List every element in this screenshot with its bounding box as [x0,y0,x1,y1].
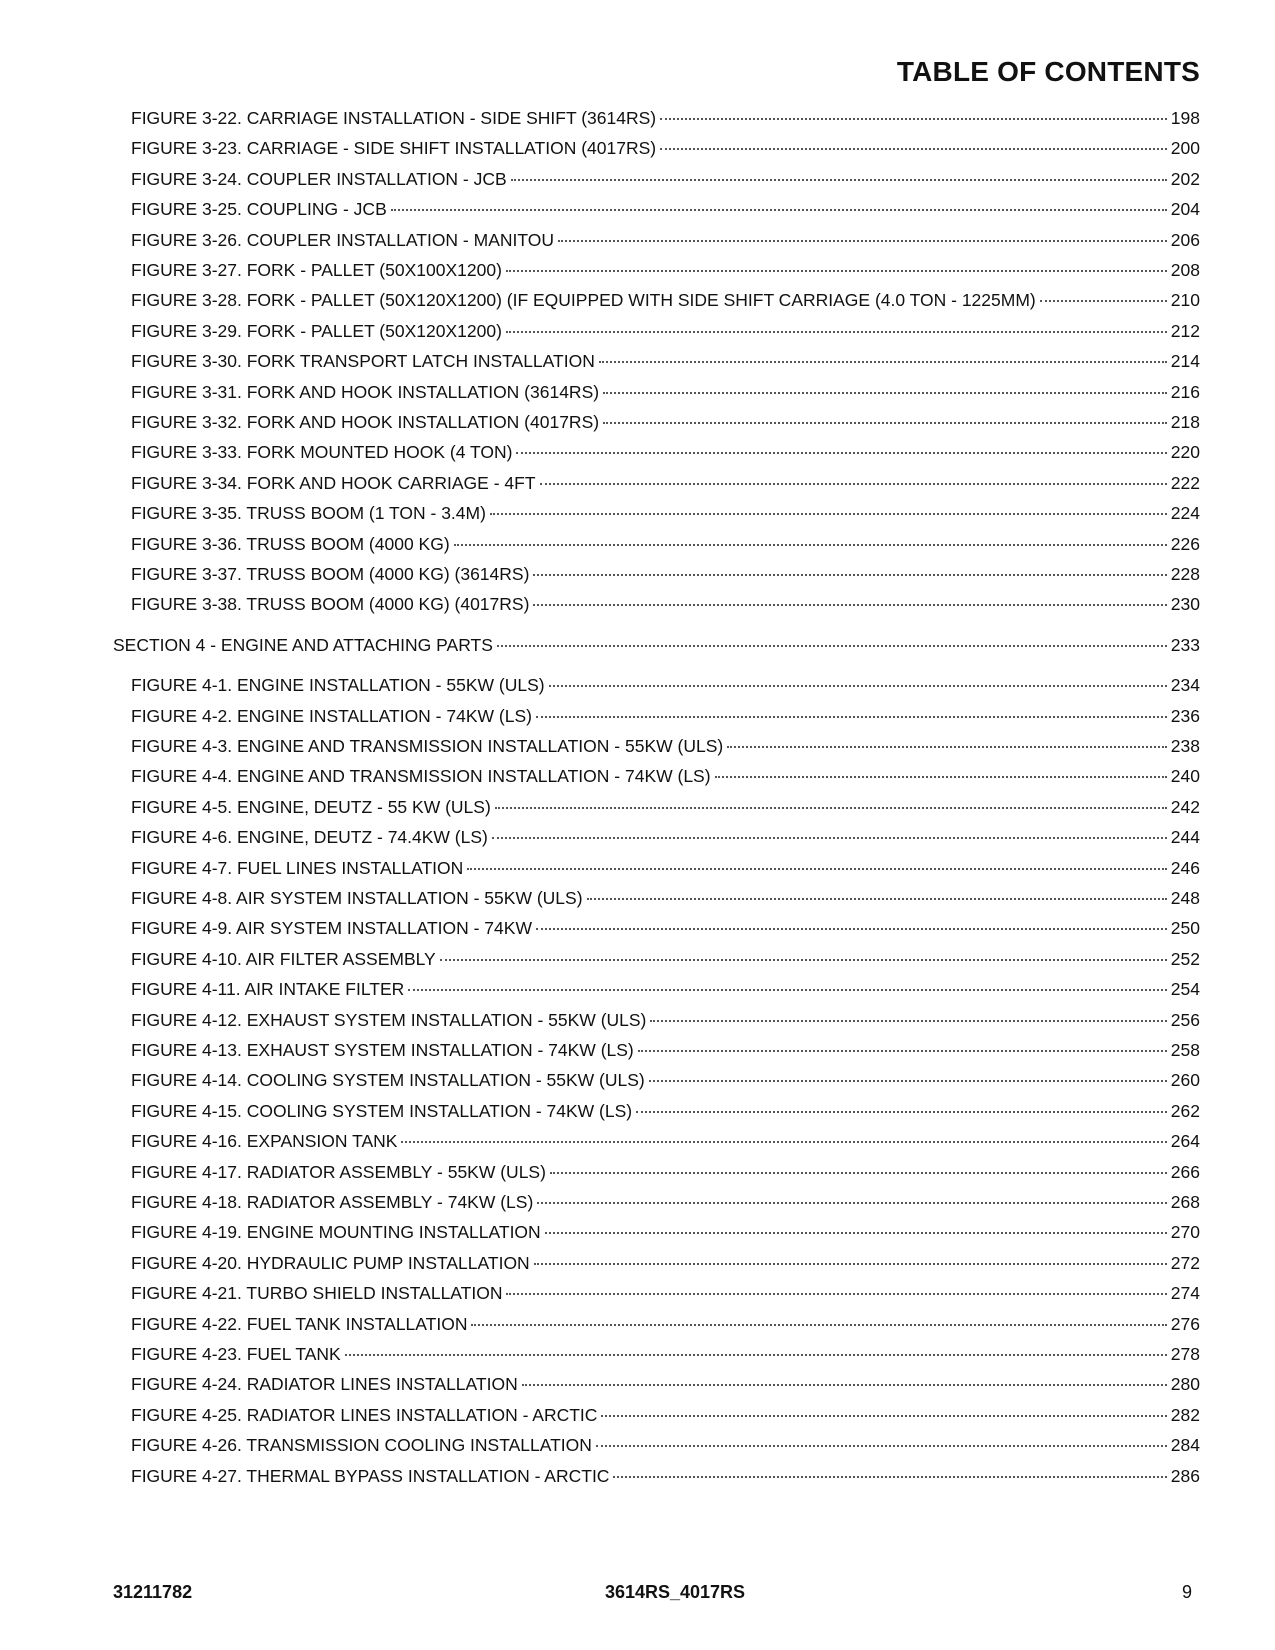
toc-entry-page: 242 [1170,797,1200,817]
toc-entry-page: 240 [1170,766,1200,786]
toc-entry-title: FIGURE 3-22. CARRIAGE INSTALLATION - SIDE SHIFT (3614RS) [131,108,657,128]
toc-entry-title: FIGURE 4-23. FUEL TANK [131,1344,341,1364]
toc-entry-page: 206 [1170,230,1200,250]
dot-leader [587,897,1167,900]
dot-leader [660,147,1167,150]
toc-figure-entry[interactable] [131,704,1200,728]
dot-leader [522,1383,1167,1386]
toc-figure-entry[interactable] [131,1251,1200,1275]
toc-figure-entry[interactable] [131,410,1200,434]
toc-figure-entry[interactable] [131,673,1200,697]
toc-entry-page: 208 [1170,260,1200,280]
toc-figure-entry[interactable] [131,916,1200,940]
toc-entry-page: 252 [1170,949,1200,969]
dot-leader [506,269,1167,272]
dot-leader [603,421,1167,424]
dot-leader [545,1231,1167,1234]
toc-entry-title: FIGURE 3-28. FORK - PALLET (50X120X1200) (IF EQUIPPED WITH SIDE SHIFT CARRIAGE (4.0 TON - 1225MM) [131,290,1036,310]
toc-entry-title: FIGURE 3-33. FORK MOUNTED HOOK (4 TON) [131,442,513,462]
toc-figure-entry[interactable] [131,1342,1200,1366]
toc-entry-page: 222 [1170,473,1200,493]
dot-leader [490,512,1167,515]
toc-entry-page: 272 [1170,1253,1200,1273]
toc-entry-page: 214 [1170,351,1200,371]
dot-leader [727,745,1167,748]
dot-leader [596,1444,1167,1447]
toc-entry-title: FIGURE 4-27. THERMAL BYPASS INSTALLATION - ARCTIC [131,1466,610,1486]
toc-figure-entry[interactable] [131,947,1200,971]
toc-entry-page: 233 [1170,635,1200,655]
toc-figure-entry[interactable] [131,167,1200,191]
toc-entry-page: 200 [1170,138,1200,158]
toc-entry-title: FIGURE 3-34. FORK AND HOOK CARRIAGE - 4FT [131,473,536,493]
toc-figure-entry[interactable] [131,1464,1200,1488]
toc-entry-title: FIGURE 4-12. EXHAUST SYSTEM INSTALLATION - 55KW (ULS) [131,1010,647,1030]
toc-figure-entry[interactable] [131,764,1200,788]
dot-leader [601,1414,1166,1417]
dot-leader [506,330,1167,333]
dot-leader [540,482,1167,485]
toc-entry-title: FIGURE 3-29. FORK - PALLET (50X120X1200) [131,321,502,341]
toc-entry-title: FIGURE 4-8. AIR SYSTEM INSTALLATION - 55KW (ULS) [131,888,583,908]
toc-entry-title: FIGURE 4-20. HYDRAULIC PUMP INSTALLATION [131,1253,530,1273]
dot-leader [715,775,1167,778]
toc-entry-page: 230 [1170,594,1200,614]
toc-entry-page: 284 [1170,1435,1200,1455]
dot-leader [636,1110,1167,1113]
toc-entry-page: 278 [1170,1344,1200,1364]
dot-leader [536,927,1167,930]
dot-leader [660,117,1167,120]
dot-leader [497,644,1167,647]
toc-entry-page: 218 [1170,412,1200,432]
toc-entry-title: FIGURE 4-13. EXHAUST SYSTEM INSTALLATION - 74KW (LS) [131,1040,634,1060]
toc-figure-entry[interactable] [131,1129,1200,1153]
toc-entry-title: FIGURE 4-19. ENGINE MOUNTING INSTALLATION [131,1222,541,1242]
toc-figure-entry[interactable] [131,106,1200,130]
toc-figure-entry[interactable] [131,532,1200,556]
toc-entry-title: FIGURE 3-30. FORK TRANSPORT LATCH INSTALLATION [131,351,595,371]
toc-figure-entry[interactable] [131,380,1200,404]
toc-figure-entry[interactable] [131,258,1200,282]
toc-entry-title: FIGURE 4-22. FUEL TANK INSTALLATION [131,1314,468,1334]
toc-entry-page: 212 [1170,321,1200,341]
dot-leader [506,1292,1166,1295]
toc-entry-page: 250 [1170,918,1200,938]
page-number: 9 [1181,1582,1192,1602]
toc-figure-entry[interactable] [131,977,1200,1001]
toc-entry-page: 238 [1170,736,1200,756]
dot-leader [492,836,1167,839]
toc-entry-page: 270 [1170,1222,1200,1242]
dot-leader [649,1079,1167,1082]
toc-entry-title: FIGURE 4-11. AIR INTAKE FILTER [131,979,405,999]
dot-leader [550,1171,1167,1174]
toc-figure-entry[interactable] [131,592,1200,616]
dot-leader [471,1323,1166,1326]
toc-figure-entry[interactable] [131,349,1200,373]
toc-entry-page: 236 [1170,706,1200,726]
dot-leader [533,603,1166,606]
dot-leader [454,543,1167,546]
toc-entry-page: 210 [1170,290,1200,310]
toc-entry-title: FIGURE 3-35. TRUSS BOOM (1 TON - 3.4M) [131,503,486,523]
toc-entry-page: 204 [1170,199,1200,219]
toc-figure-entry[interactable] [131,1099,1200,1123]
toc-figure-entry[interactable] [131,825,1200,849]
toc-entry-page: 244 [1170,827,1200,847]
toc-entry-title: FIGURE 4-24. RADIATOR LINES INSTALLATION [131,1374,518,1394]
dot-leader [440,958,1167,961]
toc-entry-page: 274 [1170,1283,1200,1303]
dot-leader [599,360,1167,363]
toc-figure-entry[interactable] [131,471,1200,495]
page-title: TABLE OF CONTENTS [896,56,1200,87]
toc-entry-page: 224 [1170,503,1200,523]
toc-entry-title: FIGURE 4-14. COOLING SYSTEM INSTALLATION - 55KW (ULS) [131,1070,645,1090]
toc-entry-title: FIGURE 4-3. ENGINE AND TRANSMISSION INSTALLATION - 55KW (ULS) [131,736,724,756]
dot-leader [549,684,1167,687]
dot-leader [516,451,1166,454]
toc-entry-title: FIGURE 3-23. CARRIAGE - SIDE SHIFT INSTALLATION (4017RS) [131,138,657,158]
toc-entry-title: FIGURE 4-9. AIR SYSTEM INSTALLATION - 74KW [131,918,532,938]
dot-leader [603,391,1167,394]
toc-figure-entry[interactable] [131,440,1200,464]
dot-leader [495,806,1167,809]
toc-figure-entry[interactable] [131,1281,1200,1305]
toc-figure-entry[interactable] [131,562,1200,586]
toc-entry-page: 260 [1170,1070,1200,1090]
toc-entry-title: SECTION 4 - ENGINE AND ATTACHING PARTS [113,635,493,655]
toc-entry-page: 198 [1170,108,1200,128]
toc-figure-entry[interactable] [131,1190,1200,1214]
toc-entry-page: 234 [1170,675,1200,695]
toc-figure-entry[interactable] [131,1038,1200,1062]
dot-leader [613,1475,1166,1478]
toc-entry-title: FIGURE 4-17. RADIATOR ASSEMBLY - 55KW (ULS) [131,1162,546,1182]
toc-figure-entry[interactable] [131,1220,1200,1244]
toc-figure-entry[interactable] [131,886,1200,910]
toc-entry-page: 228 [1170,564,1200,584]
toc-entry-page: 216 [1170,382,1200,402]
dot-leader [511,178,1167,181]
dot-leader [558,239,1167,242]
toc-figure-entry[interactable] [131,197,1200,221]
toc-entry-title: FIGURE 4-18. RADIATOR ASSEMBLY - 74KW (LS) [131,1192,534,1212]
toc-entry-title: FIGURE 4-26. TRANSMISSION COOLING INSTALLATION [131,1435,592,1455]
dot-leader [408,988,1167,991]
dot-leader [401,1140,1166,1143]
toc-figure-entry[interactable] [131,795,1200,819]
toc-entry-title: FIGURE 3-24. COUPLER INSTALLATION - JCB [131,169,507,189]
toc-figure-entry[interactable] [131,319,1200,343]
toc-entry-title: FIGURE 4-16. EXPANSION TANK [131,1131,398,1151]
toc-entry-page: 246 [1170,858,1200,878]
toc-figure-entry[interactable] [131,288,1200,312]
toc-entry-page: 266 [1170,1162,1200,1182]
toc-entry-title: FIGURE 4-25. RADIATOR LINES INSTALLATION - ARCTIC [131,1405,598,1425]
toc-entry-title: FIGURE 4-21. TURBO SHIELD INSTALLATION [131,1283,503,1303]
toc-entry-title: FIGURE 4-4. ENGINE AND TRANSMISSION INSTALLATION - 74KW (LS) [131,766,711,786]
dot-leader [391,208,1167,211]
toc-figure-entry[interactable] [131,734,1200,758]
toc-figure-entry[interactable] [131,1008,1200,1032]
toc-entry-title: FIGURE 3-32. FORK AND HOOK INSTALLATION (4017RS) [131,412,600,432]
toc-figure-entry[interactable] [131,228,1200,252]
toc-entry-title: FIGURE 3-37. TRUSS BOOM (4000 KG) (3614RS) [131,564,530,584]
dot-leader [1040,299,1167,302]
toc-entry-page: 282 [1170,1405,1200,1425]
toc-figure-entry[interactable] [131,1433,1200,1457]
toc-entry-page: 220 [1170,442,1200,462]
toc-entry-title: FIGURE 3-31. FORK AND HOOK INSTALLATION (3614RS) [131,382,600,402]
toc-entry-title: FIGURE 4-7. FUEL LINES INSTALLATION [131,858,464,878]
toc-entry-title: FIGURE 3-27. FORK - PALLET (50X100X1200) [131,260,502,280]
toc-figure-entry[interactable] [131,856,1200,880]
toc-entry-page: 202 [1170,169,1200,189]
dot-leader [533,573,1166,576]
toc-entry-page: 256 [1170,1010,1200,1030]
toc-entry-page: 262 [1170,1101,1200,1121]
document-number: 31211782 [113,1582,193,1602]
toc-figure-entry[interactable] [131,501,1200,525]
toc-entry-page: 226 [1170,534,1200,554]
page-footer [0,1582,1275,1612]
toc-figure-entry[interactable] [131,1068,1200,1092]
toc-entry-title: FIGURE 3-38. TRUSS BOOM (4000 KG) (4017RS) [131,594,530,614]
toc-figure-entry[interactable] [131,1160,1200,1184]
dot-leader [536,715,1167,718]
toc-figure-entry[interactable] [131,1372,1200,1396]
dot-leader [467,867,1167,870]
toc-section-entry[interactable] [113,633,1200,657]
toc-entry-title: FIGURE 3-26. COUPLER INSTALLATION - MANITOU [131,230,554,250]
toc-entry-page: 248 [1170,888,1200,908]
toc-entry-title: FIGURE 4-10. AIR FILTER ASSEMBLY [131,949,436,969]
toc-entry-page: 264 [1170,1131,1200,1151]
toc-entry-title: FIGURE 4-1. ENGINE INSTALLATION - 55KW (ULS) [131,675,545,695]
dot-leader [638,1049,1167,1052]
toc-entry-title: FIGURE 4-6. ENGINE, DEUTZ - 74.4KW (LS) [131,827,488,847]
dot-leader [534,1262,1167,1265]
toc-entry-page: 286 [1170,1466,1200,1486]
toc-entry-page: 268 [1170,1192,1200,1212]
dot-leader [537,1201,1167,1204]
toc-figure-entry[interactable] [131,1312,1200,1336]
toc-entry-title: FIGURE 4-2. ENGINE INSTALLATION - 74KW (LS) [131,706,532,726]
model-name: 3614RS_4017RS [604,1582,746,1602]
toc-entry-page: 258 [1170,1040,1200,1060]
toc-figure-entry[interactable] [131,136,1200,160]
dot-leader [345,1353,1167,1356]
toc-entry-page: 280 [1170,1374,1200,1394]
toc-entry-title: FIGURE 4-5. ENGINE, DEUTZ - 55 KW (ULS) [131,797,491,817]
toc-figure-entry[interactable] [131,1403,1200,1427]
toc-entry-title: FIGURE 3-36. TRUSS BOOM (4000 KG) [131,534,450,554]
toc-entry-title: FIGURE 3-25. COUPLING - JCB [131,199,387,219]
dot-leader [650,1019,1166,1022]
toc-entry-title: FIGURE 4-15. COOLING SYSTEM INSTALLATION - 74KW (LS) [131,1101,633,1121]
toc-entry-page: 276 [1170,1314,1200,1334]
toc-entry-page: 254 [1170,979,1200,999]
